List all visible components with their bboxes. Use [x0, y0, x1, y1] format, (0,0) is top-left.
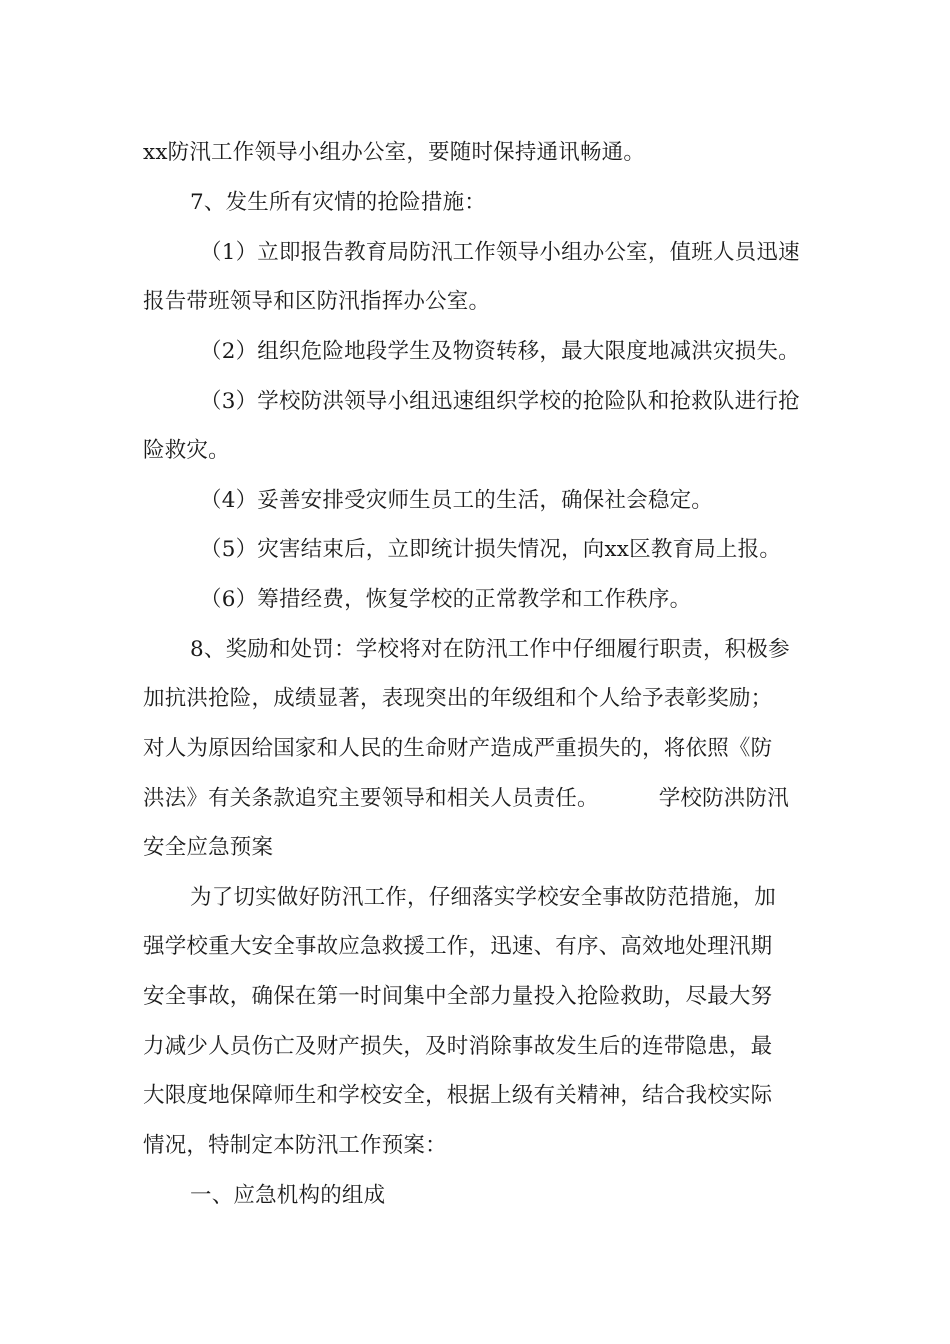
paragraph-line: xx防汛工作领导小组办公室，要随时保持通讯畅通。	[143, 140, 646, 165]
paragraph-line: 安全事故，确保在第一时间集中全部力量投入抢险救助，尽最大努	[143, 984, 773, 1009]
paragraph-line: 报告带班领导和区防汛指挥办公室。	[143, 289, 491, 314]
section-heading-1: 一、应急机构的组成	[190, 1183, 386, 1208]
section-heading-8: 8、奖励和处罚：学校将对在防汛工作中仔细履行职责，积极参	[190, 637, 790, 662]
list-item-4: （4）妥善安排受灾师生员工的生活，确保社会稳定。	[200, 488, 713, 513]
paragraph-line: 情况，特制定本防汛工作预案：	[143, 1133, 447, 1158]
paragraph-line: 力减少人员伤亡及财产损失，及时消除事故发生后的连带隐患，最	[143, 1034, 773, 1059]
paragraph-text: 洪法》有关条款追究主要领导和相关人员责任。	[143, 786, 599, 811]
paragraph-line	[143, 784, 808, 814]
paragraph-line: 加抗洪抢险，成绩显著，表现突出的年级组和个人给予表彰奖励；	[143, 686, 773, 711]
paragraph-line: 险救灾。	[143, 438, 230, 463]
paragraph-line: 大限度地保障师生和学校安全，根据上级有关精神，结合我校实际	[143, 1083, 773, 1108]
list-item-2: （2）组织危险地段学生及物资转移，最大限度地减洪灾损失。	[200, 339, 800, 364]
document-title-part1: 学校防洪防汛	[658, 786, 789, 811]
paragraph-line: 强学校重大安全事故应急救援工作，迅速、有序、高效地处理汛期	[143, 934, 773, 959]
section-heading-7: 7、发生所有灾情的抢险措施：	[190, 190, 486, 215]
paragraph-line: 对人为原因给国家和人民的生命财产造成严重损失的，将依照《防	[143, 736, 773, 761]
list-item-5: （5）灾害结束后，立即统计损失情况，向xx区教育局上报。	[200, 537, 782, 562]
list-item-3: （3）学校防洪领导小组迅速组织学校的抢险队和抢救队进行抢	[200, 389, 800, 414]
list-item-6: （6）筹措经费，恢复学校的正常教学和工作秩序。	[200, 587, 692, 612]
paragraph-line: 为了切实做好防汛工作，仔细落实学校安全事故防范措施，加	[190, 885, 776, 910]
list-item-1: （1）立即报告教育局防汛工作领导小组办公室，值班人员迅速	[200, 240, 800, 265]
document-title-part2: 安全应急预案	[143, 835, 274, 860]
